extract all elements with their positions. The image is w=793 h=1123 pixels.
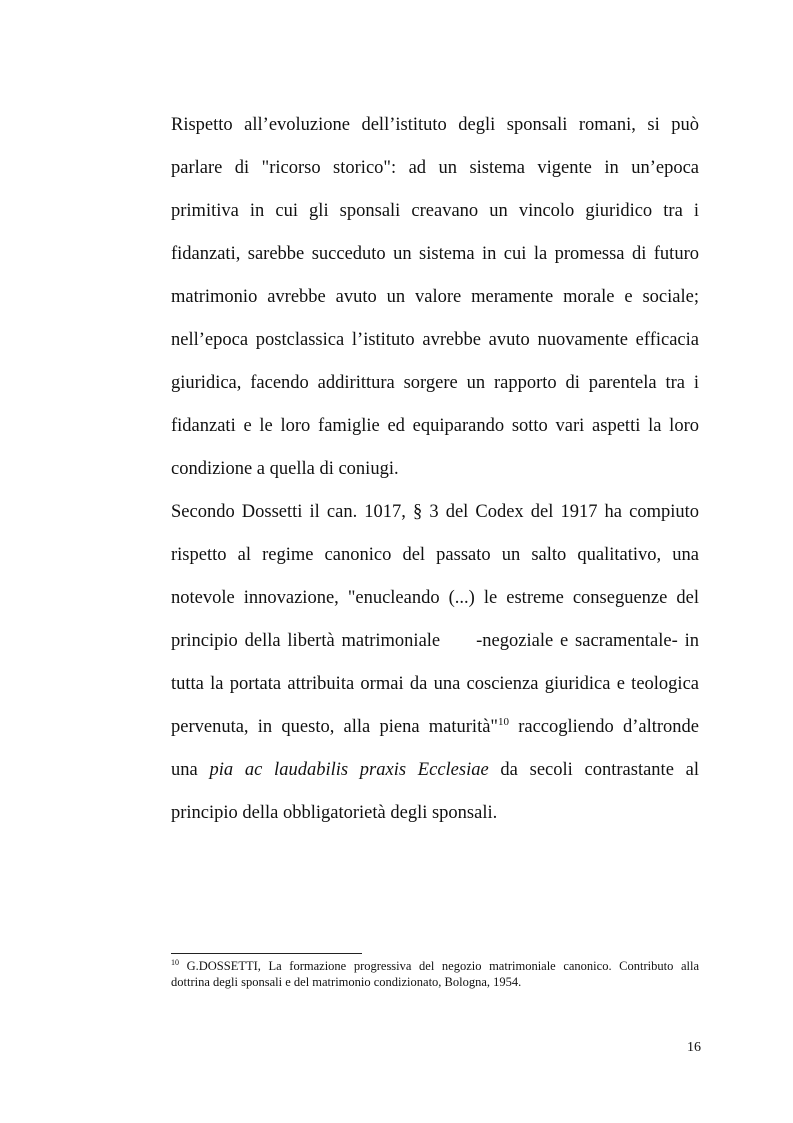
text-line: fidanzati, sarebbe succeduto un sistema in cui la promessa di futuro <box>171 244 699 264</box>
page-number: 16 <box>687 1040 701 1055</box>
text-line: Rispetto all’evoluzione dell’istituto degli sponsali romani, si può <box>171 115 699 135</box>
latin-phrase: pia ac laudabilis praxis Ecclesiae <box>209 760 489 780</box>
text-line <box>171 749 699 792</box>
text-line: primitiva in cui gli sponsali creavano un vincolo giuridico tra i <box>171 201 699 221</box>
text-line: giuridica, facendo addirittura sorgere un rapporto di parentela tra i <box>171 373 699 393</box>
footnote-number: 10 <box>171 957 179 967</box>
text-line: Secondo Dossetti il can. 1017, § 3 del Codex del 1917 ha compiuto <box>171 502 699 522</box>
text-line: tutta la portata attribuita ormai da una coscienza giuridica e teologica <box>171 674 699 694</box>
text-segment: una <box>171 760 210 780</box>
text-segment: -negoziale e sacramentale- in <box>476 631 699 651</box>
footnote-line: dottrina degli sponsali e del matrimonio condizionato, Bologna, 1954. <box>171 975 522 989</box>
footnote-reference: 10 <box>497 715 509 728</box>
text-line: parlare di "ricorso storico": ad un sistema vigente in un’epoca <box>171 158 699 178</box>
paragraph-evolution-sponsali <box>171 104 699 491</box>
footnote <box>171 958 699 990</box>
text-line: notevole innovazione, "enucleando (...) le estreme conseguenze del <box>171 588 699 608</box>
text-line: principio della obbligatorietà degli sponsali. <box>171 803 498 823</box>
text-line <box>171 706 699 749</box>
footnote-separator <box>171 953 362 954</box>
paragraph-dossetti <box>171 491 699 835</box>
text-segment: raccogliendo d’altronde <box>508 717 699 737</box>
text-segment: pervenuta, in questo, alla piena maturità" <box>171 717 498 737</box>
text-line: nell’epoca postclassica l’istituto avrebbe avuto nuovamente efficacia <box>171 330 699 350</box>
text-line: condizione a quella di coniugi. <box>171 459 399 479</box>
text-segment: principio della libertà matrimoniale <box>171 631 441 651</box>
text-line <box>171 620 699 663</box>
text-line: matrimonio avrebbe avuto un valore meramente morale e sociale; <box>171 287 699 307</box>
text-line: fidanzati e le loro famiglie ed equiparando sotto vari aspetti la loro <box>171 416 699 436</box>
footnote-line <box>171 958 699 974</box>
footnote-text: G.DOSSETTI, La formazione progressiva del negozio matrimoniale canonico. Contributo alla <box>179 959 699 973</box>
text-segment: da secoli contrastante al <box>488 760 699 780</box>
text-line: rispetto al regime canonico del passato un salto qualitativo, una <box>171 545 699 565</box>
